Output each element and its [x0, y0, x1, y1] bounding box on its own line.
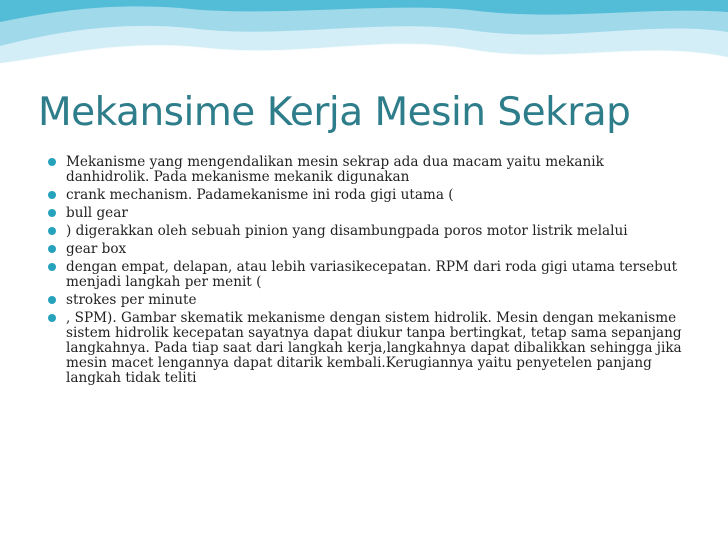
bullet-item: [50, 188, 690, 203]
bullet-item: [50, 311, 690, 386]
bullet-list: [50, 155, 690, 389]
bullet-text: Mekanisme yang mengendalikan mesin sekrap ada dua macam yaitu mekanik danhidrolik. Pada mekanisme mekanik digunakan: [66, 154, 604, 185]
bullet-icon: [48, 263, 56, 271]
header-wave-decoration: [0, 0, 728, 80]
bullet-text: strokes per minute: [66, 292, 197, 308]
bullet-icon: [48, 227, 56, 235]
bullet-icon: [48, 158, 56, 166]
bullet-icon: [48, 245, 56, 253]
bullet-item: [50, 293, 690, 308]
bullet-text: gear box: [66, 241, 127, 257]
bullet-text: bull gear: [66, 205, 128, 221]
bullet-icon: [48, 191, 56, 199]
bullet-item: [50, 242, 690, 257]
slide-title: Mekansime Kerja Mesin Sekrap: [38, 90, 631, 135]
bullet-icon: [48, 296, 56, 304]
bullet-text: dengan empat, delapan, atau lebih variasikecepatan. RPM dari roda gigi utama tersebut menjadi langkah per menit (: [66, 259, 678, 290]
bullet-item: [50, 206, 690, 221]
bullet-item: [50, 224, 690, 239]
bullet-text: crank mechanism. Padamekanisme ini roda gigi utama (: [66, 187, 454, 203]
bullet-text: , SPM). Gambar skematik mekanisme dengan sistem hidrolik. Mesin dengan mekanisme sistem hidrolik kecepatan sayatnya dapat diukur tanpa bertingkat, tetap sama sepanjang langkahnya. Pada tiap saat dari langkah kerja,langkahnya dapat dibalikkan sehingga jika mesin macet lengannya dapat ditarik kembali.Kerugiannya yaitu penyetelen panjang langkah tidak teliti: [66, 310, 682, 386]
bullet-icon: [48, 209, 56, 217]
bullet-item: [50, 260, 690, 290]
bullet-icon: [48, 314, 56, 322]
bullet-text: ) digerakkan oleh sebuah pinion yang disambungpada poros motor listrik melalui: [66, 223, 628, 239]
bullet-item: [50, 155, 690, 185]
